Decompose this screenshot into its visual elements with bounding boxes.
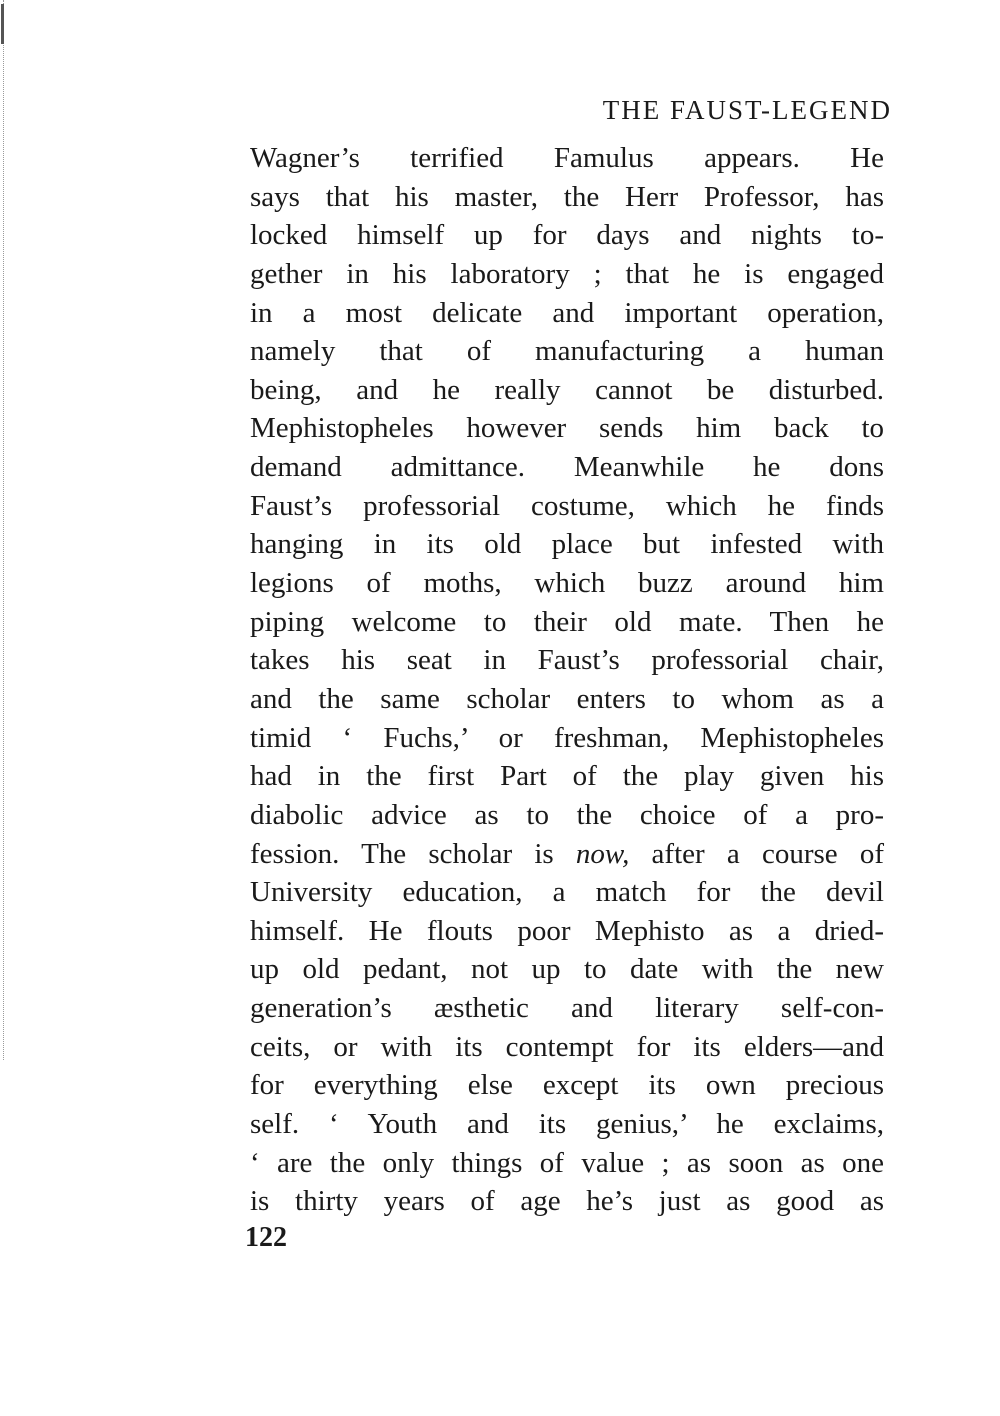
text-line: and the same scholar enters to whom as a [250,682,884,715]
text-line: piping welcome to their old mate. Then he [250,605,884,638]
body-text [250,139,884,1221]
text-line: gether in his laboratory ; that he is engaged [250,257,884,290]
binding-edge-shadow [3,0,5,1060]
text-line: ‘ are the only things of value ; as soon as one [250,1146,884,1179]
page-number: 122 [245,1222,287,1253]
line-segment: after a course of [629,837,884,870]
text-line: being, and he really cannot be disturbed. [250,373,884,406]
text-line: Faust’s professorial costume, which he finds [250,489,884,522]
text-line: generation’s æsthetic and literary self-con- [250,992,884,1025]
text-line: says that his master, the Herr Professor, has [250,180,884,213]
text-line: had in the first Part of the play given his [250,760,884,793]
text-line: hanging in its old place but infested with [250,528,884,561]
text-line: Mephistopheles however sends him back to [250,412,884,445]
text-line: demand admittance. Meanwhile he dons [250,451,884,484]
text-line: ceits, or with its contempt for its elders—and [250,1030,884,1063]
text-line: takes his seat in Faust’s professorial chair, [250,644,884,677]
text-line: up old pedant, not up to date with the new [250,953,884,986]
text-line: in a most delicate and important operation, [250,296,884,329]
text-line: locked himself up for days and nights to- [250,219,884,252]
text-line: Wagner’s terrified Famulus appears. He [250,142,884,174]
text-line: self. ‘ Youth and its genius,’ he exclaims, [250,1108,884,1141]
text-line: timid ‘ Fuchs,’ or freshman, Mephistopheles [250,721,884,754]
text-line: is thirty years of age he’s just as good as [250,1185,884,1218]
text-line: University education, a match for the devil [250,876,884,909]
italic-word: now, [575,837,630,870]
text-line-with-italic [250,835,884,874]
text-line: legions of moths, which buzz around him [250,567,884,600]
text-line: himself. He flouts poor Mephisto as a dried- [250,914,884,947]
binding-mark [1,4,4,44]
text-line: namely that of manufacturing a human [250,335,884,368]
text-line: diabolic advice as to the choice of a pro- [250,798,884,831]
running-head: THE FAUST-LEGEND [602,95,892,125]
text-line: for everything else except its own precious [250,1069,884,1102]
line-segment: fession. The scholar is [250,837,576,870]
